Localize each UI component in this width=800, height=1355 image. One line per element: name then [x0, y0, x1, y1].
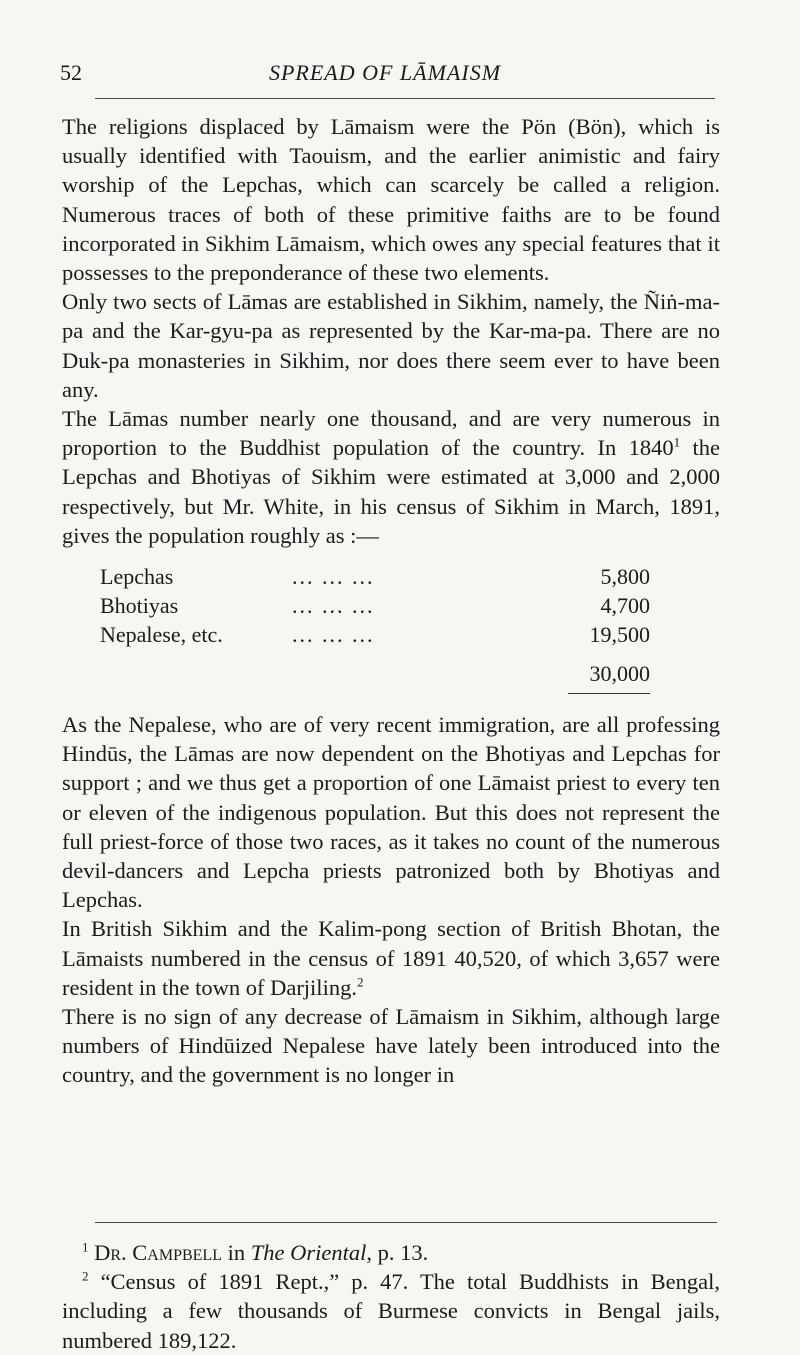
row-name: Bhotiyas — [100, 593, 179, 619]
total-underline — [568, 693, 650, 694]
footnote-work-title: The Oriental — [250, 1240, 367, 1265]
paragraph-british-sikhim — [62, 914, 720, 1002]
footnote-1 — [62, 1238, 720, 1267]
paragraph-no-decrease: There is no sign of any decrease of Lāmaism in Sikhim, although large numbers of Hindūized Nepalese have lately been introduced into the country, and the government is no longer in — [62, 1004, 720, 1088]
footnote-marker: 1 — [82, 1239, 89, 1255]
table-row — [62, 620, 720, 649]
row-value: 4,700 — [600, 593, 650, 619]
table-row — [62, 591, 720, 620]
footnote-author: Dr. Campbell — [94, 1240, 222, 1265]
footnote-connector: in — [221, 1240, 251, 1265]
paragraph-lama-numbers — [62, 404, 720, 550]
page-number: 52 — [60, 60, 82, 85]
footnote-ref-2: 2 — [356, 974, 364, 990]
footnote-marker: 2 — [82, 1268, 89, 1284]
footnote-2 — [62, 1267, 720, 1355]
population-table — [62, 562, 720, 700]
row-leader-dots: ... ... ... — [292, 564, 375, 590]
paragraph-nepalese: As the Nepalese, who are of very recent immigration, are all professing Hindūs, the Lāmas are now dependent on the Bhotiyas and Lepchas for support ; and we thus get a proportion of one Lāmaist priest to every ten or eleven of the indigenous population. But this does not represent the full priest-force of those two races, as it takes no count of the numerous devil-dancers and Lepcha priests patronized both by Bhotiyas and Lepchas. — [62, 712, 720, 913]
body-text — [62, 112, 720, 1090]
paragraph-british-sikhim-text: In British Sikhim and the Kalim-pong section of British Bhotan, the Lāmaists numbered in the census of 1891 40,520, of which 3,657 were resident in the town of Darjiling. — [62, 916, 720, 1000]
row-value: 19,500 — [589, 622, 650, 648]
table-row — [62, 562, 720, 591]
row-name: Lepchas — [100, 564, 174, 590]
paragraph-lama-numbers-part2: the Lepchas and Bhotiyas of Sikhim were estimated at 3,000 and 2,000 respectively, but Mr. White, in his census of Sikhim in March, 1891, gives the population roughly as :— — [62, 435, 721, 548]
row-leader-dots: ... ... ... — [292, 593, 375, 619]
row-value: 5,800 — [600, 564, 650, 590]
footnote-page: , p. 13. — [366, 1240, 429, 1265]
total-row — [62, 659, 720, 688]
footnote-text: “Census of 1891 Rept.,” p. 47. The total Buddhists in Bengal, including a few thousands of Burmese convicts in Bengal jails, numbered 189,122. — [62, 1269, 720, 1353]
row-leader-dots: ... ... ... — [292, 622, 375, 648]
paragraph-lama-numbers-part1: The Lāmas number nearly one thousand, and are very numerous in proportion to the Buddhist population of the country. In 1840 — [62, 406, 720, 461]
running-title: SPREAD OF LĀMAISM — [268, 60, 502, 85]
header-rule — [95, 98, 715, 99]
footnotes — [62, 1238, 720, 1355]
paragraph-two-sects: Only two sects of Lāmas are established in Sikhim, namely, the Ñiṅ-ma-pa and the Kar-gyu-pa as represented by the Kar-ma-pa. There are no Duk-pa monasteries in Sikhim, nor does there seem ever to have been any. — [62, 289, 720, 402]
page-header — [60, 60, 710, 94]
footnote-rule — [95, 1222, 717, 1223]
footnote-ref-1: 1 — [673, 434, 681, 450]
paragraph-religions-displaced: The religions displaced by Lāmaism were the Pön (Bön), which is usually identified with Taouism, and the earlier animistic and fairy worship of the Lepchas, which can scarcely be called a religion. Numerous traces of both of these primitive faiths are to be found incorporated in Sikhim Lāmaism, which owes any special features that it possesses to the preponderance of these two elements. — [62, 114, 720, 286]
row-name: Nepalese, etc. — [100, 622, 223, 648]
total-value: 30,000 — [589, 661, 650, 687]
